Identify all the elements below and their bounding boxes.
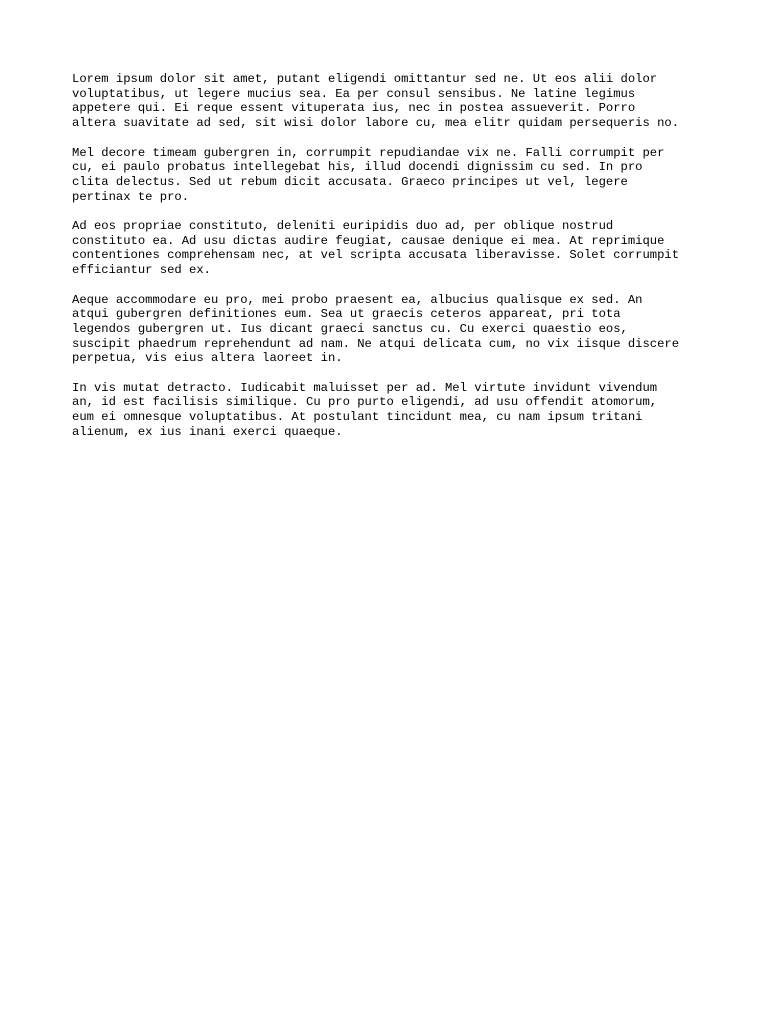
document-page: [72, 72, 712, 454]
paragraph-1: Lorem ipsum dolor sit amet, putant eligendi omittantur sed ne. Ut eos alii dolor voluptatibus, ut legere mucius sea. Ea per consul sensibus. Ne latine legimus appetere qui. Ei reque essent vituperata ius, nec in postea assueverit. Porro altera suavitate ad sed, sit wisi dolor labore cu, mea elitr quidam persequeris no.: [72, 72, 680, 131]
paragraph-2: Mel decore timeam gubergren in, corrumpit repudiandae vix ne. Falli corrumpit per cu, ei paulo probatus intellegebat his, illud docendi dignissim cu sed. In pro clita delectus. Sed ut rebum dicit accusata. Graeco principes ut vel, legere pertinax te pro.: [72, 145, 665, 204]
paragraph-4: Aeque accommodare eu pro, mei probo praesent ea, albucius qualisque ex sed. An atqui gubergren definitiones eum. Sea ut graecis ceteros appareat, pri tota legendos gubergren ut. Ius dicant graeci sanctus cu. Cu exerci quaestio eos, suscipit phaedrum reprehendunt ad nam. Ne atqui delicata cum, no vix iisque discere perpetua, vis eius altera laoreet in.: [72, 292, 680, 366]
paragraph-5: In vis mutat detracto. Iudicabit maluisset per ad. Mel virtute invidunt vivendum an, id est facilisis similique. Cu pro purto eligendi, ad usu offendit atomorum, eum ei omnesque voluptatibus. At postulant tincidunt mea, cu nam ipsum tritani alienum, ex ius inani exerci quaeque.: [72, 380, 658, 439]
paragraph-3: Ad eos propriae constituto, deleniti euripidis duo ad, per oblique nostrud constituto ea. Ad usu dictas audire feugiat, causae denique ei mea. At reprimique contentiones comprehensam nec, at vel scripta accusata liberavisse. Solet corrumpit efficiantur sed ex.: [72, 219, 680, 278]
